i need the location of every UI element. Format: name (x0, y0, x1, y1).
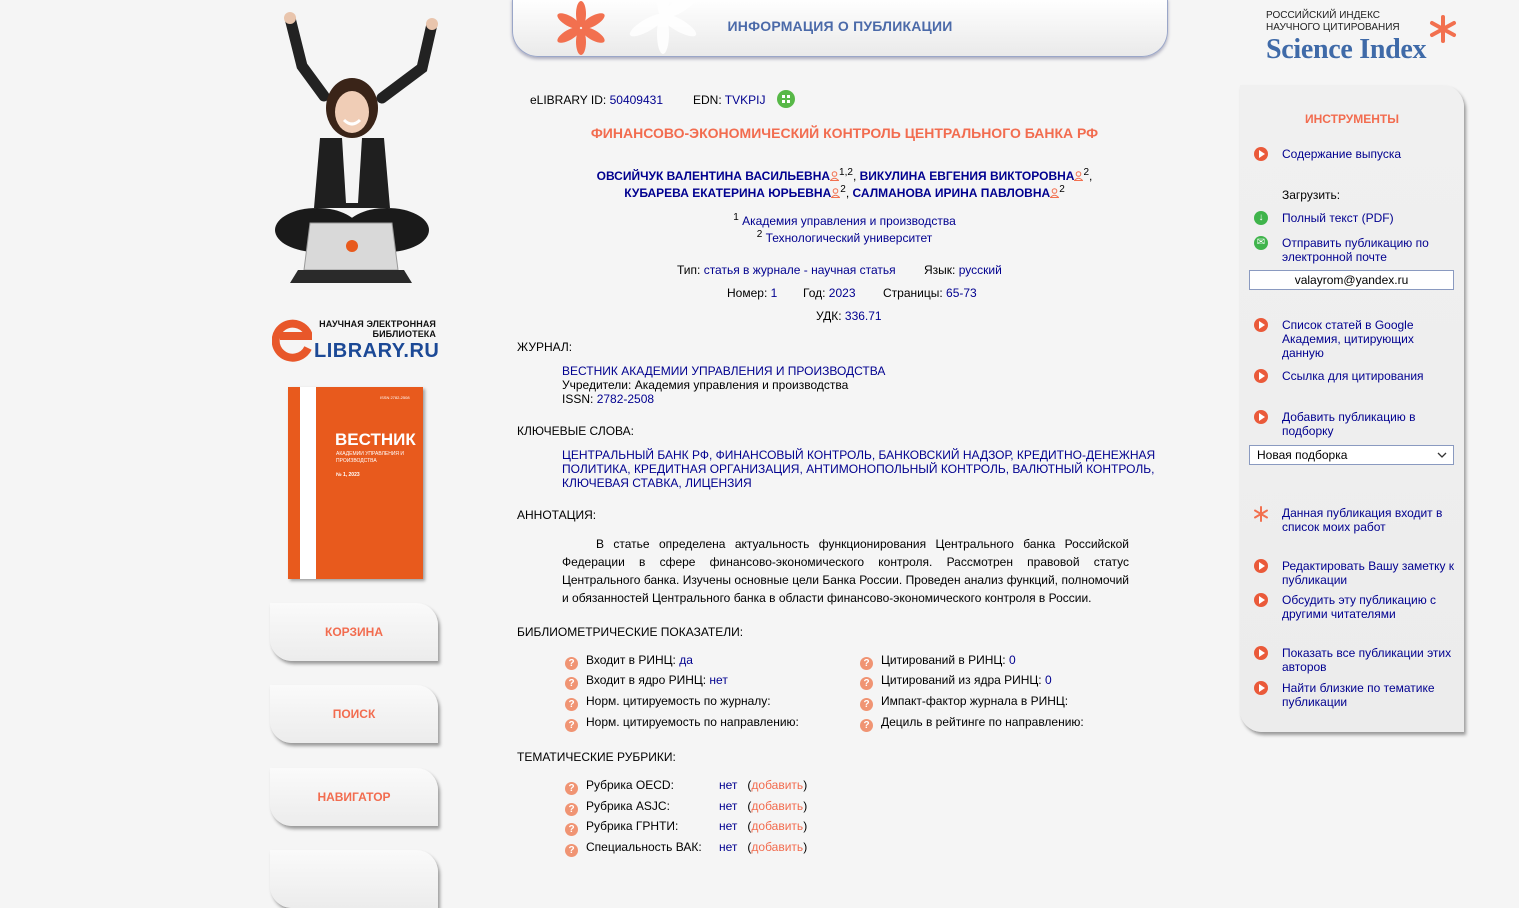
mail-icon: ✉ (1254, 236, 1268, 250)
play-icon (1254, 318, 1268, 332)
full-text-pdf-link[interactable]: ↓ Полный текст (PDF) (1252, 211, 1457, 225)
journal-founders: Учредители: Академия управления и производства (562, 378, 849, 392)
person-icon (830, 171, 839, 181)
author-link[interactable]: САЛМАНОВА ИРИНА ПАВЛОВНА (852, 186, 1051, 200)
add-rubric-link[interactable]: добавить (751, 799, 804, 813)
person-icon (831, 188, 840, 198)
affiliation-2: $^2$ Технологический университет (756, 229, 933, 245)
help-icon[interactable]: ? (565, 803, 578, 816)
hero-illustration (262, 8, 442, 293)
science-index-wordmark: Science Index (1266, 34, 1427, 65)
help-icon[interactable]: ? (860, 698, 873, 711)
metric-row: ? Входит в ядро РИНЦ: нет (565, 673, 728, 690)
cover-strip (300, 387, 316, 579)
issue-year: Год: 2023 (803, 286, 856, 300)
discuss-link[interactable]: Обсудить эту публикацию с другими читателями (1252, 593, 1457, 621)
add-rubric-link[interactable]: добавить (751, 778, 804, 792)
help-icon[interactable]: ? (860, 657, 873, 670)
journal-cover[interactable] (288, 387, 423, 579)
metric-row: ? Дециль в рейтинге по направлению: (860, 715, 1084, 732)
keywords-line[interactable]: КЛЮЧЕВАЯ СТАВКА, ЛИЦЕНЗИЯ (562, 476, 752, 490)
show-authors-publications-link[interactable]: Показать все публикации этих авторов (1252, 646, 1457, 674)
play-icon (1254, 147, 1268, 161)
abstract-heading: АННОТАЦИЯ: (517, 508, 597, 522)
add-rubric-link[interactable]: добавить (751, 819, 804, 833)
authors-line-2: КУБАРЕВА ЕКАТЕРИНА ЮРЬЕВНА $^2$, САЛМАНОВА ИРИНА ПАВЛОВНА $^2$ (624, 184, 1065, 200)
chevron-down-icon (1437, 452, 1447, 458)
journal-name (562, 364, 885, 378)
cart-button[interactable]: КОРЗИНА (270, 603, 438, 661)
author-link[interactable]: ОВСИЙЧУК ВАЛЕНТИНА ВАСИЛЬЕВНА (596, 169, 831, 183)
metric-row: ? Цитирований в РИНЦ: 0 (860, 653, 1016, 670)
cover-issue: № 1, 2023 (336, 472, 360, 478)
journal-heading: ЖУРНАЛ: (517, 340, 573, 354)
science-index-logo[interactable] (1266, 10, 1466, 70)
cite-link[interactable]: Ссылка для цитирования (1252, 369, 1457, 383)
help-icon[interactable]: ? (860, 677, 873, 690)
edn: EDN: TVKPIJ (693, 93, 766, 107)
tools-title: ИНСТРУМЕНТЫ (1304, 112, 1400, 126)
tools-panel (1240, 85, 1464, 732)
rubric-value: нет (добавить) (719, 799, 808, 813)
issue-number: Номер: 1 (727, 286, 778, 300)
rubric-row: ? Рубрика ГРНТИ: (565, 819, 678, 836)
keywords-line[interactable]: ПОЛИТИКА, КРЕДИТНАЯ ОРГАНИЗАЦИЯ, АНТИМОНОПОЛЬНЫЙ КОНТРОЛЬ, ВАЛЮТНЫЙ КОНТРОЛЬ, (562, 462, 1155, 476)
help-icon[interactable]: ? (565, 698, 578, 711)
issue-link[interactable]: 1 (770, 286, 778, 300)
article-type: Тип: статья в журнале - научная статья (677, 263, 896, 277)
page-title: ИНФОРМАЦИЯ О ПУБЛИКАЦИИ (727, 18, 953, 34)
play-icon (1254, 646, 1268, 660)
author-link[interactable]: КУБАРЕВА ЕКАТЕРИНА ЮРЬЕВНА (624, 186, 832, 200)
article-title: ФИНАНСОВО-ЭКОНОМИЧЕСКИЙ КОНТРОЛЬ ЦЕНТРАЛЬНОГО БАНКА РФ (590, 125, 1099, 141)
add-to-collection-link[interactable]: Добавить публикацию в подборку (1252, 410, 1457, 438)
rubric-value: нет (добавить) (719, 819, 808, 833)
help-icon[interactable]: ? (565, 677, 578, 690)
play-icon (1254, 593, 1268, 607)
rubric-row: ? Рубрика OECD: (565, 778, 674, 795)
elibrary-caption: НАУЧНАЯ ЭЛЕКТРОННАЯ БИБЛИОТЕКА (319, 319, 436, 339)
play-icon (1254, 681, 1268, 695)
journal-link[interactable]: ВЕСТНИК АКАДЕМИИ УПРАВЛЕНИЯ И ПРОИЗВОДСТВА (562, 364, 886, 378)
person-icon (1050, 188, 1059, 198)
keywords-line[interactable]: ЦЕНТРАЛЬНЫЙ БАНК РФ, ФИНАНСОВЫЙ КОНТРОЛЬ, БАНКОВСКИЙ НАДЗОР, КРЕДИТНО-ДЕНЕЖНАЯ (562, 448, 1156, 462)
download-icon: ↓ (1254, 211, 1268, 225)
udk: УДК: 336.71 (816, 309, 882, 323)
qr-code-icon[interactable] (777, 90, 795, 108)
send-email-link[interactable]: ✉ Отправить публикацию по электронной почте (1252, 236, 1457, 264)
add-rubric-link[interactable]: добавить (751, 840, 804, 854)
elibrary-id: eLIBRARY ID: 50409431 (530, 93, 663, 107)
affiliation-1: $^1$ Академия управления и производства (733, 212, 956, 228)
journal-issn: ISSN: 2782-2508 (562, 392, 655, 406)
rubric-row: ? Рубрика ASJC: (565, 799, 670, 816)
download-label: Загрузить: (1282, 188, 1341, 202)
affiliation-link[interactable]: Академия управления и производства (742, 214, 956, 228)
similar-publications-link[interactable]: Найти близкие по тематике публикации (1252, 681, 1457, 709)
cover-issn: ISSN 2782-2508 (380, 395, 410, 400)
collection-select[interactable]: Новая подборка (1249, 445, 1454, 465)
rubrics-heading: ТЕМАТИЧЕСКИЕ РУБРИКИ: (517, 750, 676, 764)
play-icon (1254, 410, 1268, 424)
science-index-caption: РОССИЙСКИЙ ИНДЕКС НАУЧНОГО ЦИТИРОВАНИЯ (1266, 10, 1400, 33)
cover-title: ВЕСТНИК (335, 430, 416, 449)
rubric-row: ? Специальность ВАК: (565, 840, 702, 857)
metric-row: ? Импакт-фактор журнала в РИНЦ: (860, 694, 1068, 711)
author-link[interactable]: ВИКУЛИНА ЕВГЕНИЯ ВИКТОРОВНА (859, 169, 1075, 183)
play-icon (1254, 559, 1268, 573)
email-field[interactable]: valayrom@yandex.ru (1249, 270, 1454, 290)
abstract-text: В статье определена актуальность функционирования Центрального банка Российской Федерации в сфере финансово-экономического контроля. Рассмотрен правовой статус Центрального банка. Изучены основные цели Банка России. Проведен анализ функций, полномочий и обязанностей Центрального банка в области финансово-экономического контроля в России. (562, 537, 1129, 605)
search-button[interactable]: ПОИСК (270, 685, 438, 743)
elibrary-logo[interactable] (270, 314, 440, 364)
help-icon[interactable]: ? (565, 844, 578, 857)
metric-row: ? Входит в РИНЦ: да (565, 653, 693, 670)
help-icon[interactable]: ? (860, 719, 873, 732)
article-pages: Страницы: 65-73 (883, 286, 977, 300)
help-icon[interactable]: ? (565, 782, 578, 795)
rubric-value: нет (добавить) (719, 840, 808, 854)
cover-subtitle: АКАДЕМИИ УПРАВЛЕНИЯ И ПРОИЗВОДСТВА (336, 451, 405, 464)
edit-note-link[interactable]: Редактировать Вашу заметку к публикации (1252, 559, 1457, 587)
asterisk-icon (1253, 506, 1269, 522)
metric-row: ? Цитирований из ядра РИНЦ: 0 (860, 673, 1052, 690)
help-icon[interactable]: ? (565, 657, 578, 670)
metric-row: ? Норм. цитируемость по направлению: (565, 715, 799, 732)
bibliometrics-heading: БИБЛИОМЕТРИЧЕСКИЕ ПОКАЗАТЕЛИ: (517, 625, 744, 639)
navigator-button[interactable]: НАВИГАТОР (270, 768, 438, 826)
help-icon[interactable]: ? (565, 719, 578, 732)
header-tab (512, 0, 1168, 57)
help-icon[interactable]: ? (565, 823, 578, 836)
elibrary-e-icon (272, 318, 312, 362)
google-scholar-link[interactable]: Список статей в Google Академия, цитирующих данную (1252, 318, 1457, 360)
issue-contents-link[interactable]: Содержание выпуска (1252, 147, 1457, 161)
play-icon (1254, 369, 1268, 383)
elibrary-wordmark: LIBRARY.RU (314, 340, 440, 362)
article-language: Язык: русский (924, 263, 1002, 277)
more-button[interactable] (270, 850, 438, 908)
keywords-heading: КЛЮЧЕВЫЕ СЛОВА: (517, 424, 634, 438)
rubric-value: нет (добавить) (719, 778, 808, 792)
metric-row: ? Норм. цитируемость по журналу: (565, 694, 771, 711)
in-my-list-link[interactable]: Данная публикация входит в список моих работ (1252, 506, 1457, 534)
authors-line-1: ОВСИЙЧУК ВАЛЕНТИНА ВАСИЛЬЕВНА $^{1,2}$, ВИКУЛИНА ЕВГЕНИЯ ВИКТОРОВНА $^2$, (596, 167, 1093, 183)
affiliation-link[interactable]: Технологический университет (765, 231, 933, 245)
asterisk-icon (1428, 14, 1458, 44)
